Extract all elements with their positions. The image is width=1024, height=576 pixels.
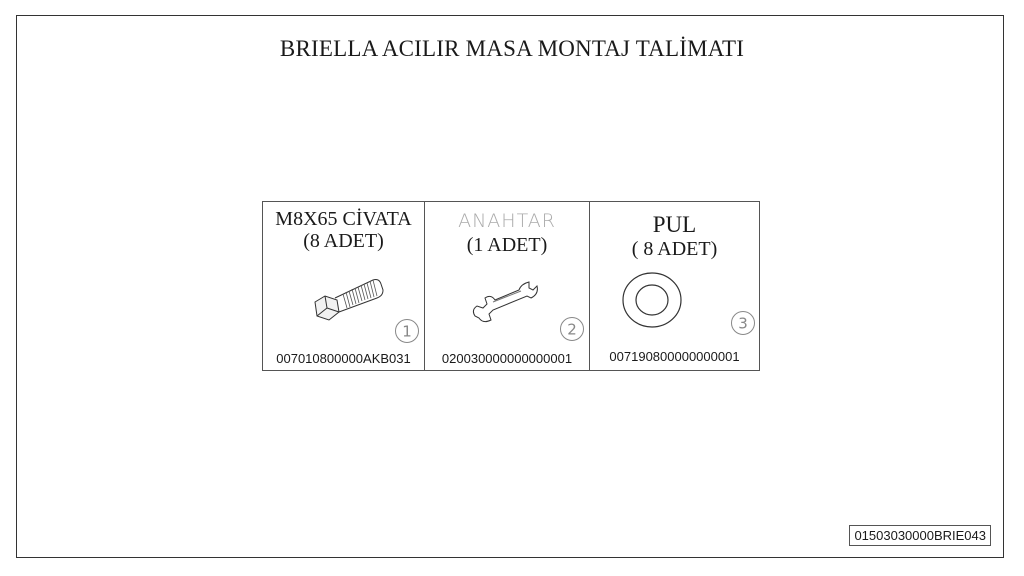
part-number-badge [559, 316, 585, 342]
part-number: 2 [567, 320, 577, 339]
part-quantity: (8 ADET) [303, 230, 384, 252]
part-name: M8X65 CİVATA [275, 208, 412, 230]
part-number-badge [730, 310, 756, 336]
part-number: 1 [402, 322, 412, 341]
part-cell-washer [589, 202, 759, 370]
part-cell-bolt [263, 202, 424, 370]
document-code: 01503030000BRIE043 [849, 525, 991, 546]
part-code: 007010800000AKB031 [276, 351, 411, 366]
parts-table [262, 201, 760, 371]
part-code: 007190800000000001 [609, 349, 740, 364]
wrench-icon [469, 276, 541, 328]
bolt-icon [311, 272, 391, 328]
part-quantity: (1 ADET) [466, 234, 548, 256]
part-number: 3 [738, 314, 748, 333]
part-code: 020030000000000001 [441, 351, 573, 366]
washer-icon [620, 270, 684, 330]
part-name: ANAHTAR [458, 210, 556, 232]
part-cell-wrench [424, 202, 589, 370]
part-name: PUL [652, 212, 697, 237]
part-number-badge [394, 318, 420, 344]
part-quantity: ( 8 ADET) [631, 238, 718, 260]
page-title: BRIELLA ACILIR MASA MONTAJ TALİMATI [279, 36, 745, 61]
